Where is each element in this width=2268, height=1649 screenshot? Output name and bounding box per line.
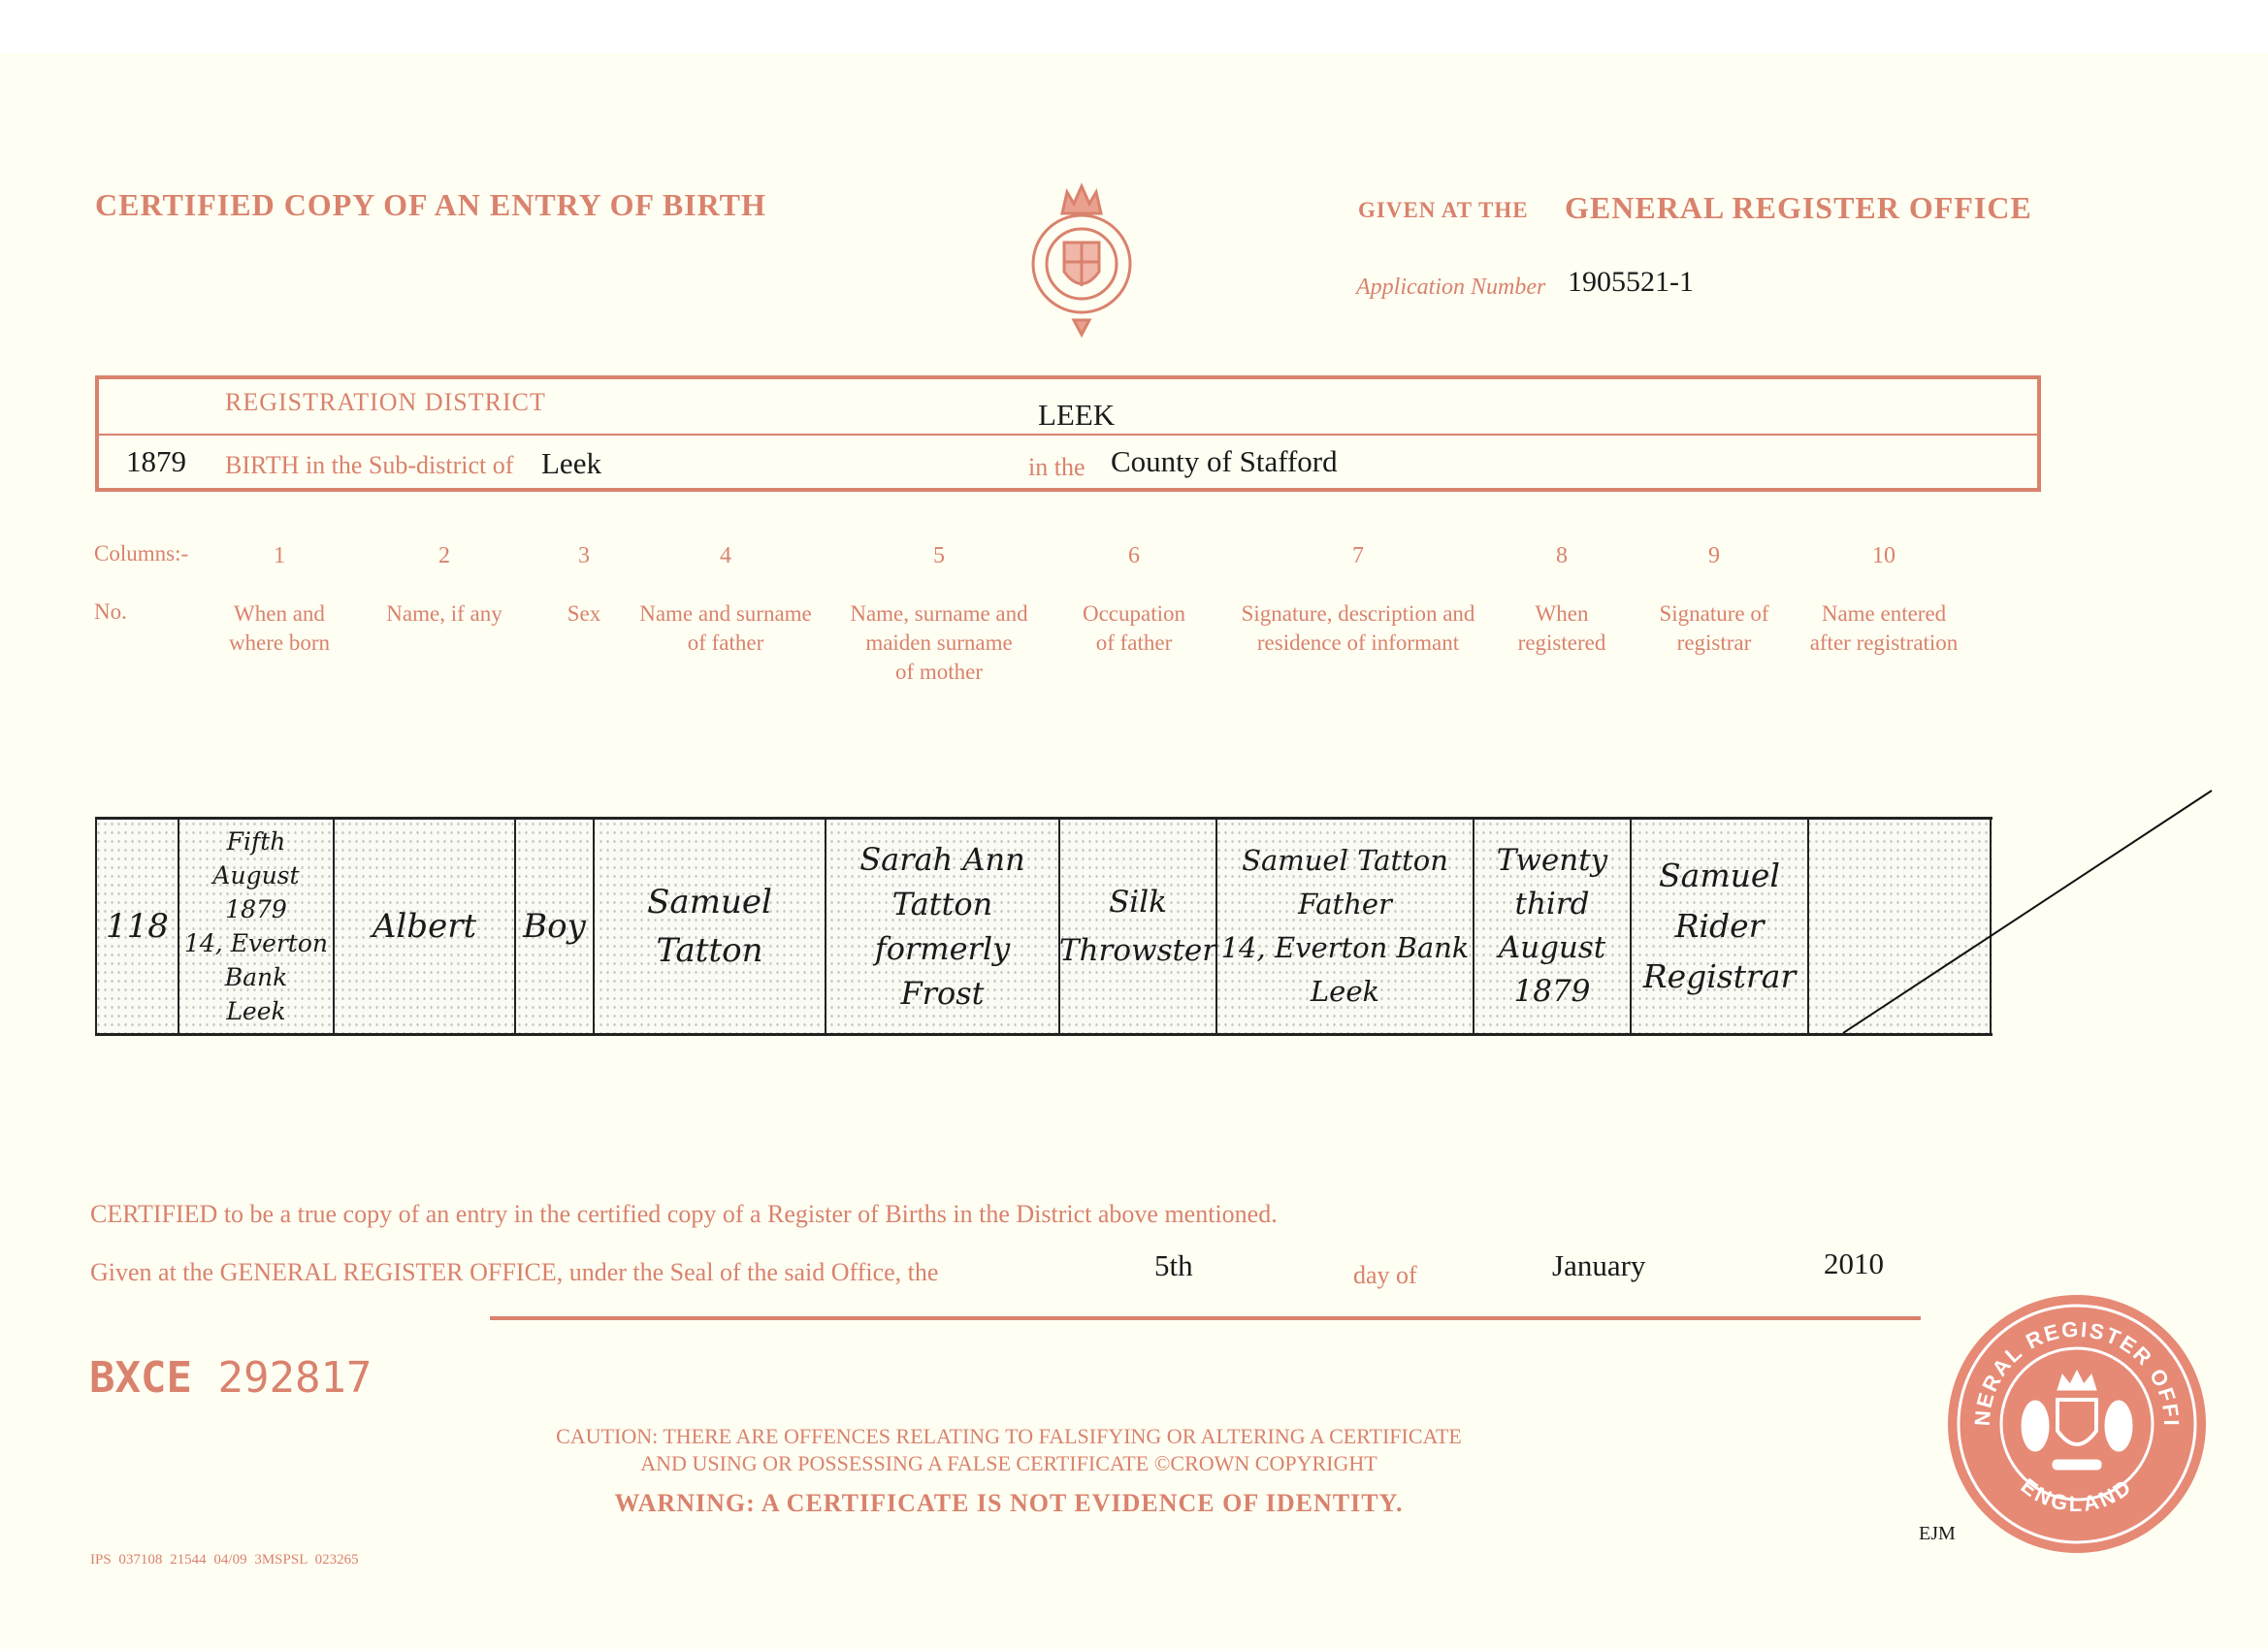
column-header-sex: Sex (567, 601, 601, 626)
column-number: 1 (274, 543, 285, 568)
column-header-occupation: Occupation of father (1082, 601, 1185, 655)
entry-occupation: Silk Throwster (1058, 885, 1217, 968)
cancel-diagonal-line (1824, 786, 2231, 1038)
entry-informant: Samuel Tatton Father 14, Everton Bank Leek (1220, 844, 1470, 1008)
footer-print-code: IPS 037108 21544 04/09 3MSPSL 023265 (90, 1552, 359, 1568)
general-register-office-seal (1948, 1295, 2206, 1553)
column-header-registered: When registered (1517, 601, 1606, 655)
entry-name: Albert (372, 907, 477, 946)
column-number: 4 (720, 543, 731, 568)
no-label: No. (94, 599, 127, 624)
column-header-mother: Name, surname and maiden surname of mother (850, 601, 1028, 684)
caution-line-1: CAUTION: THERE ARE OFFENCES RELATING TO FALSIFYING OR ALTERING A CERTIFICATE (556, 1424, 1462, 1448)
caution-line-2: AND USING OR POSSESSING A FALSE CERTIFICATE ©CROWN COPYRIGHT (640, 1451, 1377, 1475)
entry-registrar: Samuel Rider Registrar (1642, 857, 1797, 995)
column-number: 5 (933, 543, 945, 568)
given-at-label: GIVEN AT THE (1358, 198, 1529, 222)
day-of-label: day of (1353, 1261, 1417, 1289)
certification-year: 2010 (1824, 1246, 1884, 1280)
entry-number: 118 (106, 907, 169, 946)
application-number-label: Application Number (1356, 275, 1546, 300)
column-number: 2 (438, 543, 450, 568)
column-header-name: Name, if any (386, 601, 502, 626)
entry-when-where-born: Fifth August 1879 14, Everton Bank Leek (183, 827, 329, 1025)
certification-month: January (1552, 1248, 1646, 1282)
entry-when-registered: Twenty third August 1879 (1496, 843, 1608, 1009)
svg-text:ENGLAND: ENGLAND (2016, 1472, 2138, 1517)
birth-entry-row (95, 817, 1993, 1036)
entry-mother: Sarah Ann Tatton formerly Frost (859, 841, 1025, 1012)
column-number: 9 (1708, 543, 1720, 568)
in-the-label: in the (1028, 453, 1085, 481)
column-number: 8 (1556, 543, 1568, 568)
column-number: 10 (1872, 543, 1895, 568)
serial-number: BXCE 292817 (89, 1353, 373, 1403)
certification-day: 5th (1154, 1248, 1193, 1282)
county-value: County of Stafford (1111, 444, 1338, 478)
entry-father: Samuel Tatton (647, 883, 772, 970)
registration-district-value: LEEK (1038, 398, 1116, 432)
column-header-registrar: Signature of registrar (1659, 601, 1769, 655)
sub-district-value: Leek (541, 446, 601, 480)
clerk-initials: EJM (1919, 1523, 1956, 1544)
column-header-father: Name and surname of father (639, 601, 812, 655)
column-header-informant: Signature, description and residence of informant (1241, 601, 1475, 655)
columns-label: Columns:- (94, 541, 189, 566)
application-number: 1905521-1 (1568, 266, 1694, 298)
column-number: 3 (578, 543, 590, 568)
certificate-title: CERTIFIED COPY OF AN ENTRY OF BIRTH (95, 187, 766, 222)
registration-year: 1879 (126, 444, 186, 478)
warning-identity: WARNING: A CERTIFICATE IS NOT EVIDENCE OF IDENTITY. (614, 1489, 1404, 1517)
royal-crest-icon (1023, 175, 1140, 344)
column-header-when-born: When and where born (228, 601, 331, 655)
svg-text:GENERAL REGISTER OFFICE: NERAL REGISTER OFFI (1969, 1316, 2185, 1428)
certification-statement: CERTIFIED to be a true copy of an entry in the certified copy of a Register of Births in the District above mentioned. (90, 1200, 1278, 1228)
sub-district-label: BIRTH in the Sub-district of (225, 451, 514, 479)
column-number: 7 (1352, 543, 1364, 568)
column-header-name-after: Name entered after registration (1809, 601, 1959, 655)
office-name: GENERAL REGISTER OFFICE (1565, 190, 2032, 225)
given-at-statement: Given at the GENERAL REGISTER OFFICE, under the Seal of the said Office, the (90, 1258, 939, 1286)
registration-district-label: REGISTRATION DISTRICT (225, 388, 546, 416)
signature-line (490, 1316, 1921, 1320)
column-number: 6 (1128, 543, 1140, 568)
entry-sex: Boy (523, 907, 586, 946)
